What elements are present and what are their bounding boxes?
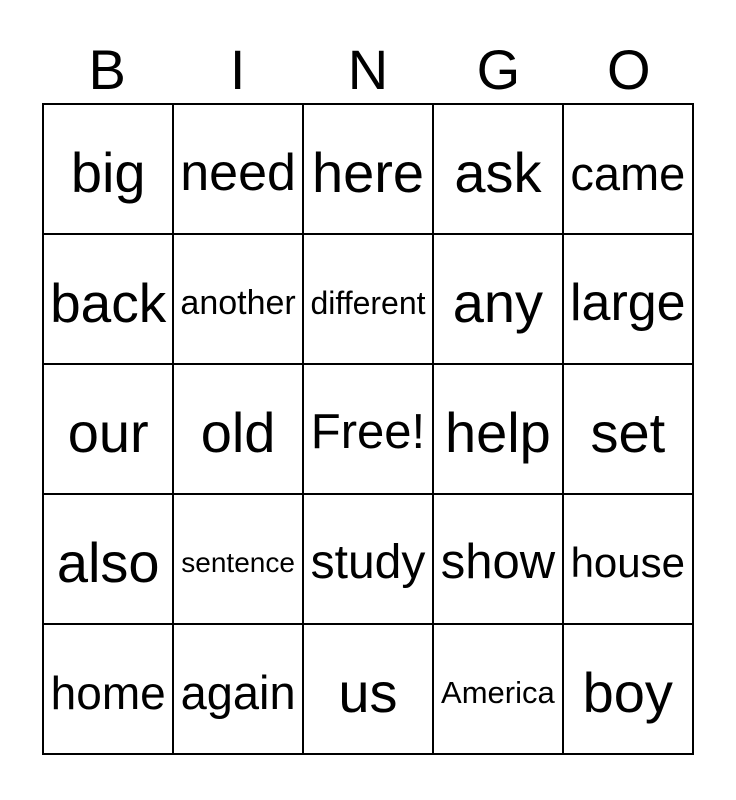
bingo-cell-r4c2[interactable]: [174, 495, 302, 623]
bingo-cell-word: ask: [454, 141, 542, 205]
bingo-cell-word: study: [310, 535, 426, 589]
bingo-cell-r4c3[interactable]: [304, 495, 432, 623]
bingo-cell-word: boy: [582, 660, 673, 724]
bingo-cell-r3c4[interactable]: [434, 365, 562, 493]
bingo-cell-word: show: [440, 535, 556, 590]
bingo-cell-word: came: [570, 146, 686, 200]
bingo-cell-r2c5[interactable]: [564, 235, 692, 363]
bingo-cell-word: another: [180, 284, 296, 323]
bingo-cell-word: help: [444, 400, 551, 464]
bingo-cell-word: us: [338, 660, 398, 724]
bingo-cell-word: America: [441, 675, 555, 711]
bingo-letter-i: I: [229, 38, 246, 101]
bingo-cell-r1c2[interactable]: [174, 105, 302, 233]
bingo-cell-r4c4[interactable]: [434, 495, 562, 623]
bingo-letter-o: O: [607, 38, 651, 101]
bingo-cell-word: house: [570, 538, 685, 586]
bingo-cell-word: back: [50, 271, 167, 334]
bingo-cell-r3c5[interactable]: [564, 365, 692, 493]
bingo-cell-word: also: [56, 530, 160, 594]
bingo-letter-g: G: [476, 38, 521, 101]
bingo-cell-r2c1[interactable]: [44, 235, 172, 363]
bingo-cell-r5c4[interactable]: [434, 625, 562, 753]
bingo-cell-word: our: [67, 400, 149, 464]
bingo-grid: [42, 103, 694, 755]
bingo-letter-b: B: [88, 38, 126, 101]
bingo-cell-r5c1[interactable]: [44, 625, 172, 753]
bingo-cell-r5c3[interactable]: [304, 625, 432, 753]
bingo-letter-n: N: [347, 38, 389, 101]
bingo-cell-r5c2[interactable]: [174, 625, 302, 753]
bingo-cell-r3c1[interactable]: [44, 365, 172, 493]
bingo-cell-word: sentence: [181, 546, 295, 578]
bingo-cell-word: again: [180, 666, 296, 720]
bingo-cell-r1c5[interactable]: [564, 105, 692, 233]
free-cell[interactable]: [304, 365, 432, 493]
bingo-cell-word: any: [452, 271, 544, 335]
bingo-cell-word: need: [180, 144, 296, 203]
bingo-cell-word: old: [200, 400, 276, 464]
bingo-cell-r3c2[interactable]: [174, 365, 302, 493]
bingo-cell-r1c1[interactable]: [44, 105, 172, 233]
bingo-cell-word: big: [70, 141, 146, 205]
bingo-cell-r2c4[interactable]: [434, 235, 562, 363]
bingo-cell-r2c3[interactable]: [304, 235, 432, 363]
bingo-cell-word: large: [569, 274, 686, 333]
bingo-cell-r4c1[interactable]: [44, 495, 172, 623]
bingo-cell-word: here: [311, 141, 425, 205]
bingo-cell-r1c3[interactable]: [304, 105, 432, 233]
bingo-cell-word: home: [50, 666, 166, 719]
bingo-cell-r4c5[interactable]: [564, 495, 692, 623]
bingo-header: [42, 38, 694, 101]
bingo-cell-r2c2[interactable]: [174, 235, 302, 363]
bingo-cell-word: different: [310, 285, 426, 322]
bingo-cell-r5c5[interactable]: [564, 625, 692, 753]
bingo-cell-word: set: [590, 400, 666, 464]
bingo-cell-r1c4[interactable]: [434, 105, 562, 233]
free-cell-word: Free!: [310, 405, 426, 460]
